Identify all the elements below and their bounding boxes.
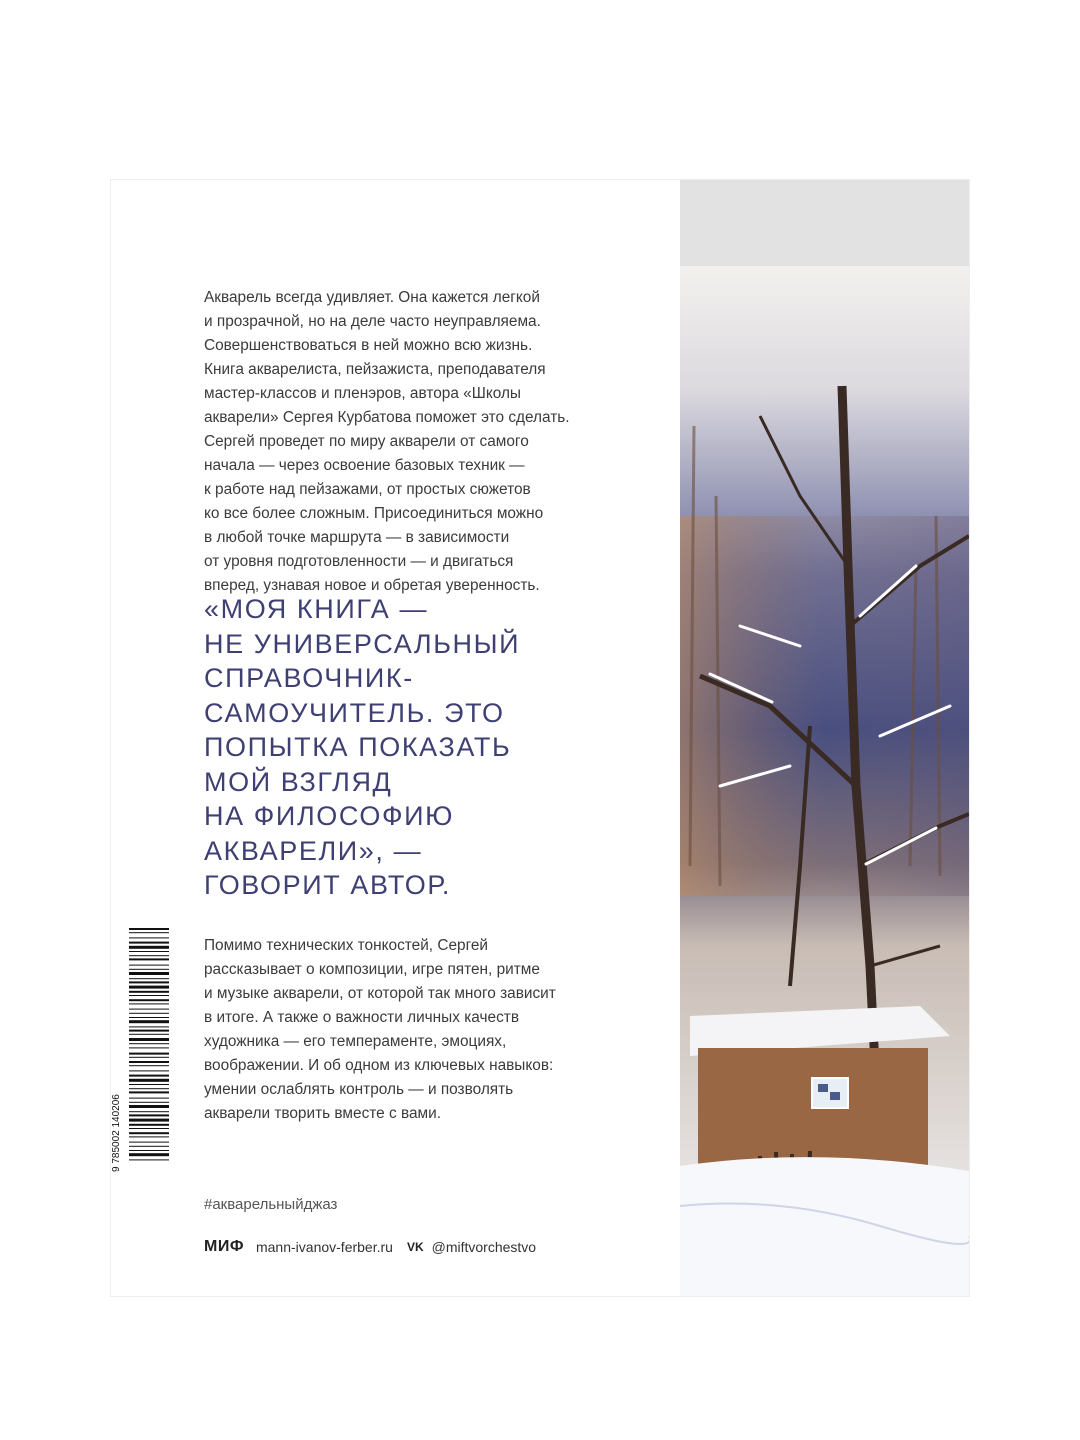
barcode-bar: [129, 1070, 169, 1071]
body-line: в итоге. А также о важности личных качеств: [204, 1009, 520, 1026]
barcode-bar: [129, 1124, 169, 1126]
intro-line: к работе над пейзажами, от простых сюжетов: [204, 481, 531, 498]
barcode-bar: [129, 1017, 169, 1018]
quote-line: НА ФИЛОСОФИЮ: [204, 801, 454, 831]
quote-line: ГОВОРИТ АВТОР.: [204, 870, 451, 900]
barcode-bar: [129, 1009, 169, 1010]
barcode-bar: [129, 978, 169, 979]
intro-line: в любой точке маршрута — в зависимости: [204, 529, 510, 546]
barcode-bar: [129, 937, 169, 938]
barcode-bar: [129, 999, 169, 1001]
intro-line: акварели» Сергея Курбатова поможет это сделать.: [204, 409, 570, 426]
barcode-bar: [129, 1075, 169, 1077]
barcode-bar: [129, 1047, 169, 1048]
quote-line: МОЙ ВЗГЛЯД: [204, 766, 393, 797]
body-line: рассказывает о композиции, игре пятен, ритме: [204, 961, 540, 978]
barcode-bar: [129, 991, 169, 993]
barcode-bar: [129, 1159, 169, 1160]
hashtag: #акварельныйджаз: [204, 1196, 338, 1213]
barcode-bar: [129, 1105, 169, 1108]
barcode-bar: [129, 1061, 169, 1063]
barcode-bar: [129, 1003, 169, 1004]
quote-line: «МОЯ КНИГА —: [204, 594, 429, 624]
intro-paragraph: [204, 286, 644, 598]
barcode-bar: [129, 1088, 169, 1089]
intro-line: ко все более сложным. Присоединиться можно: [204, 505, 544, 522]
intro-line: Книга акварелиста, пейзажиста, преподавателя: [204, 361, 546, 378]
quote-line: СПРАВОЧНИК-: [204, 663, 414, 693]
quote-line: САМОУЧИТЕЛЬ. ЭТО: [204, 697, 505, 728]
intro-line: Совершенствоваться в ней можно всю жизнь.: [204, 337, 533, 354]
barcode-number: 9 785002 140206: [111, 1094, 122, 1172]
barcode-bar: [129, 969, 169, 970]
intro-line: мастер-классов и пленэров, автора «Школы: [204, 385, 521, 402]
intro-line: от уровня подготовленности — и двигаться: [204, 553, 514, 570]
second-paragraph: [204, 934, 644, 1126]
barcode-bar: [129, 951, 169, 952]
author-quote: [204, 592, 634, 903]
barcode-bar: [129, 986, 169, 989]
barcode-bar: [129, 1153, 169, 1156]
barcode-bar: [129, 1034, 169, 1035]
barcode-bar: [129, 932, 169, 933]
barcode-bar: [129, 942, 169, 944]
barcode: [111, 924, 171, 1176]
publisher-footer: [204, 1238, 536, 1256]
barcode-bar: [129, 958, 169, 960]
intro-line: вперед, узнавая новое и обретая уверенность.: [204, 577, 540, 594]
barcode-bar: [129, 1020, 169, 1023]
barcode-bar: [129, 1043, 169, 1044]
barcode-bar: [129, 1150, 169, 1151]
barcode-bar: [129, 972, 169, 975]
social-handle[interactable]: @miftvorchestvo: [431, 1239, 537, 1255]
intro-line: начала — через освоение базовых техник —: [204, 457, 525, 474]
barcode-bar: [129, 1091, 169, 1093]
barcode-bar: [129, 995, 169, 996]
text-panel: [111, 180, 680, 1296]
barcode-bar: [129, 1136, 169, 1137]
body-line: умении ослаблять контроль — и позволять: [204, 1081, 514, 1098]
barcode-bar: [129, 1038, 169, 1041]
barcode-bar: [129, 1084, 169, 1085]
barcode-bar: [129, 1119, 169, 1122]
barcode-bar: [129, 1057, 169, 1058]
intro-line: и прозрачной, но на деле часто неуправляема.: [204, 313, 541, 330]
barcode-bar: [129, 1102, 169, 1103]
barcode-bar: [129, 1026, 169, 1027]
body-line: Помимо технических тонкостей, Сергей: [204, 937, 489, 954]
barcode-bar: [129, 1065, 169, 1066]
barcode-bar: [129, 1142, 169, 1143]
quote-line: НЕ УНИВЕРСАЛЬНЫЙ: [204, 628, 521, 659]
barcode-bar: [129, 928, 169, 930]
body-line: акварели творить вместе с вами.: [204, 1105, 441, 1122]
body-line: и музыке акварели, от которой так много зависит: [204, 985, 556, 1002]
publisher-logo: МИФ: [204, 1238, 244, 1255]
body-line: художника — его темпераменте, эмоциях,: [204, 1033, 507, 1050]
art-panel: [680, 180, 969, 1296]
barcode-bar: [129, 1146, 169, 1147]
barcode-bar: [129, 1079, 169, 1082]
barcode-bar: [129, 1098, 169, 1099]
barcode-bar: [129, 1114, 169, 1116]
barcode-bar: [129, 1132, 169, 1134]
barcode-bar: [129, 1030, 169, 1032]
barcode-bar: [129, 1111, 169, 1112]
barcode-bar: [129, 955, 169, 956]
barcode-bar: [129, 965, 169, 966]
intro-line: Акварель всегда удивляет. Она кажется легкой: [204, 289, 540, 306]
barcode-bar: [129, 946, 169, 949]
barcode-bar: [129, 1128, 169, 1129]
quote-line: АКВАРЕЛИ», —: [204, 835, 423, 866]
barcode-bar: [129, 981, 169, 983]
barcode-bar: [129, 1053, 169, 1055]
watercolor-painting: [680, 266, 969, 1296]
publisher-site[interactable]: mann-ivanov-ferber.ru: [255, 1239, 393, 1255]
body-line: воображении. И об одном из ключевых навыков:: [204, 1057, 554, 1074]
intro-line: Сергей проведет по миру акварели от самого: [204, 433, 529, 450]
book-back-cover: [111, 180, 969, 1296]
quote-line: ПОПЫТКА ПОКАЗАТЬ: [204, 732, 512, 762]
barcode-bar: [129, 1013, 169, 1014]
vk-icon: VK: [406, 1240, 424, 1254]
